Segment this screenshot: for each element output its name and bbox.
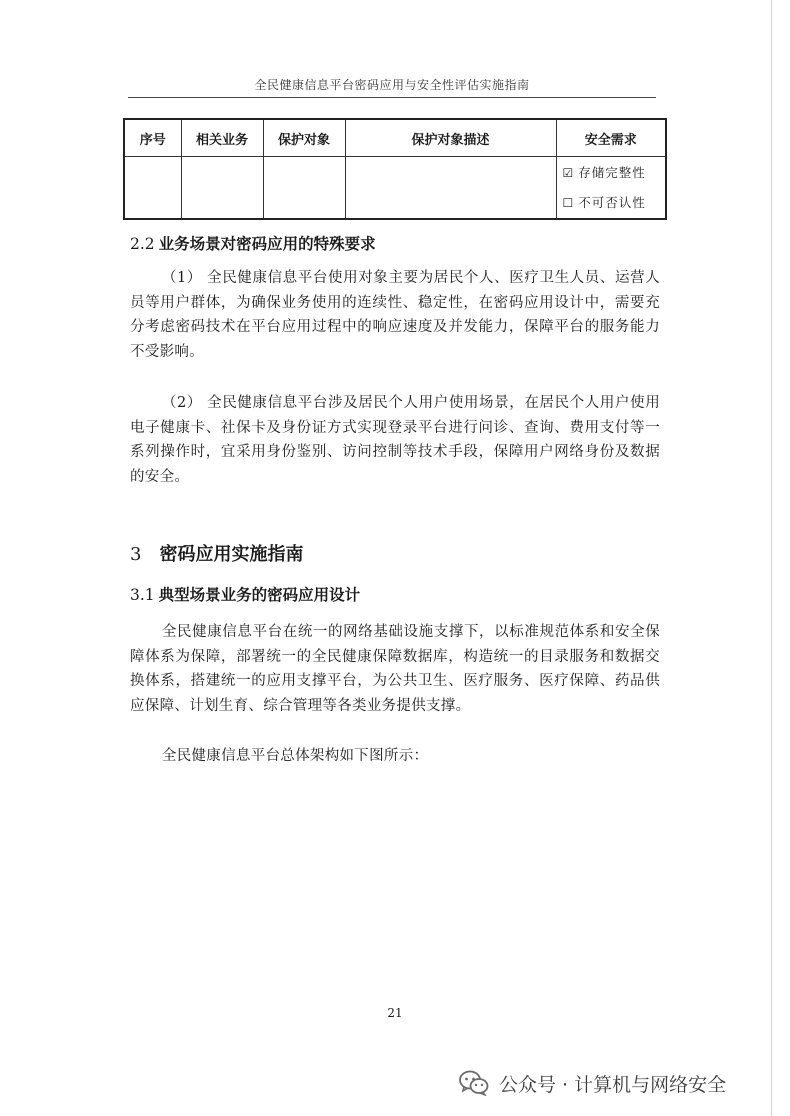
paragraph: 全民健康信息平台总体架构如下图所示： <box>161 748 429 764</box>
option-storage-integrity <box>563 158 666 188</box>
option-label: 存储完整性 <box>578 164 646 180</box>
column-header: 保护对象描述 <box>345 119 556 157</box>
column-header: 相关业务 <box>181 119 263 157</box>
table-cell <box>263 157 345 220</box>
paragraph: 全民健康信息平台在统一的网络基础设施支撑下，以标准规范体系和安全保障体系为保障，部署统一的全民健康保障数据库，构造统一的目录服务和数据交换体系，搭建统一的应用支撑平台，为公共卫生、医疗服务、医疗保障、药品供应保障、计划生育、综合管理等各类业务提供支撑。 <box>130 624 660 714</box>
table-cell <box>181 157 263 220</box>
unchecked-box-icon: ☐ <box>562 195 575 210</box>
watermark-text: 公众号 · 计算机与网络安全 <box>499 1073 727 1096</box>
table-cell <box>345 157 556 220</box>
wechat-icon <box>459 1070 489 1096</box>
option-label: 不可否认性 <box>578 194 646 210</box>
page-number: 21 <box>387 1006 403 1020</box>
paragraph: （1） 全民健康信息平台使用对象主要为居民个人、医疗卫生人员、运营人员等用户群体，为确保业务使用的连续性、稳定性，在密码应用设计中，需要充分考虑密码技术在平台应用过程中的响应速度及并发能力，保障平台的服务能力不受影响。 <box>130 270 660 360</box>
security-options-cell <box>556 157 666 220</box>
checked-box-icon: ☑ <box>562 165 575 180</box>
table-header-row <box>124 119 666 157</box>
column-header: 保护对象 <box>263 119 345 157</box>
section-heading-2-2: 2.2 业务场景对密码应用的特殊要求 <box>130 235 376 253</box>
page-edge-line <box>771 0 772 1116</box>
chapter-heading-3: 3 密码应用实施指南 <box>130 544 304 565</box>
security-requirements-table <box>123 118 667 220</box>
header-rule <box>128 97 656 98</box>
table-row <box>124 157 666 220</box>
table-cell <box>124 157 181 220</box>
watermark <box>459 1068 726 1098</box>
column-header: 序号 <box>124 119 181 157</box>
paragraph: （2） 全民健康信息平台涉及居民个人用户使用场景，在居民个人用户使用电子健康卡、社保卡及身份证方式实现登录平台进行问诊、查询、费用支付等一系列操作时，宜采用身份鉴别、访问控制等技术手段，保障用户网络身份及数据的安全。 <box>130 395 660 485</box>
section-heading-3-1: 3.1 典型场景业务的密码应用设计 <box>130 586 361 604</box>
running-header: 全民健康信息平台密码应用与安全性评估实施指南 <box>254 78 530 92</box>
column-header: 安全需求 <box>556 119 666 157</box>
option-non-repudiation <box>563 188 666 218</box>
